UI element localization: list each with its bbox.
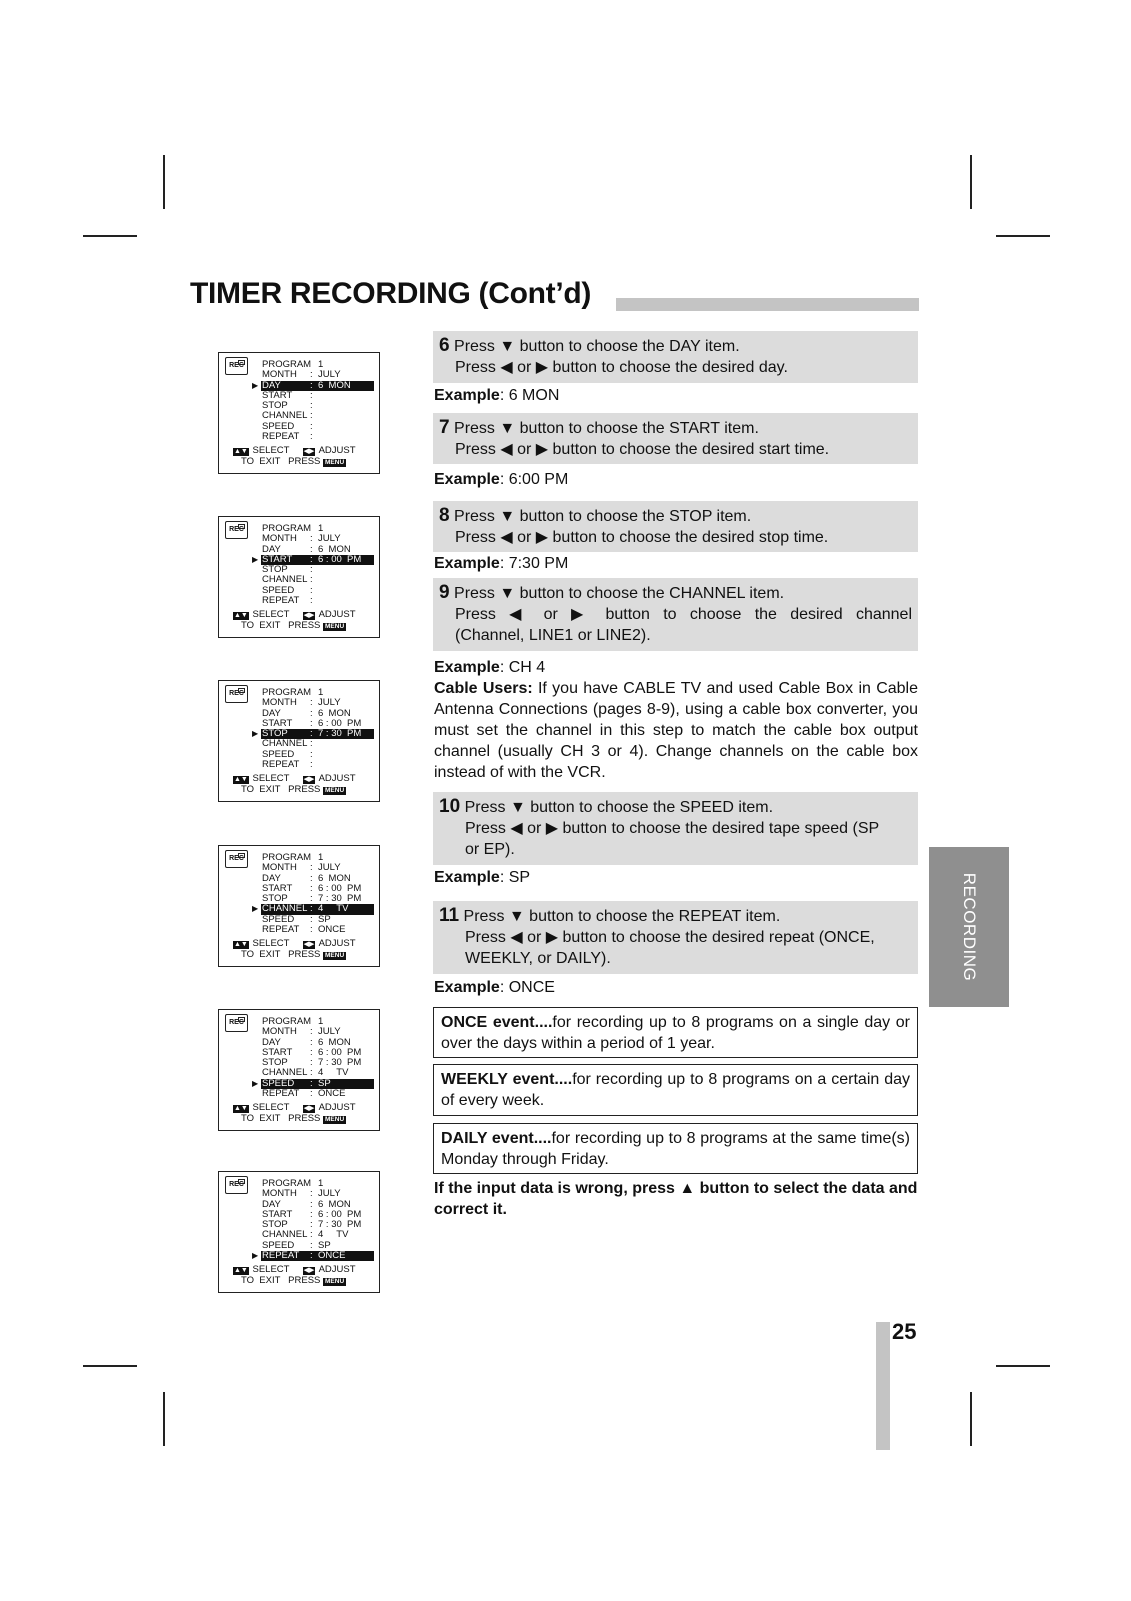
event-text: for recording up to 8 programs on a single day or over the days within a period of 1 year. — [441, 1014, 911, 1052]
select-label: SELECT — [252, 938, 290, 949]
osd-row-colon: : — [310, 1077, 313, 1089]
menu-key-icon: MENU — [325, 459, 345, 466]
osd-row-value: 1 — [318, 1178, 324, 1189]
osd-footer-exit — [241, 950, 346, 960]
event-label: DAILY event.... — [441, 1130, 552, 1147]
osd-row-colon: : — [310, 1198, 313, 1210]
adjust-label: ADJUST — [318, 445, 356, 456]
osd-rows — [252, 524, 374, 606]
osd-row-label: DAY — [262, 1198, 281, 1210]
left-right-key-icon: ◀▶ — [303, 1267, 315, 1274]
osd-row-value: 6 MON — [318, 1198, 351, 1210]
osd-row-label: START — [262, 882, 293, 894]
osd-row-colon: : — [310, 872, 313, 884]
step-line: Press ◀ or ▶ button to choose the desired channel — [455, 606, 912, 623]
osd-row-value: JULY — [318, 862, 341, 874]
event-text: for recording up to 8 programs on a certain day of every week. — [441, 1071, 910, 1109]
event-label: WEEKLY event.... — [441, 1071, 573, 1088]
osd-footer-select — [233, 446, 356, 456]
rec-icon: REC — [225, 685, 248, 703]
example-value: : SP — [499, 869, 531, 886]
osd-row-value: 7 : 30 PM — [318, 1057, 362, 1069]
osd-row-colon: : — [310, 1239, 313, 1251]
example-value: : 7:30 PM — [499, 555, 569, 572]
osd-row-colon: : — [310, 1229, 313, 1241]
event-text: for recording up to 8 programs at the same time(s) Monday through Friday. — [441, 1130, 911, 1168]
osd-screen — [218, 680, 380, 802]
osd-row-label: STOP — [262, 1057, 288, 1069]
adjust-label: ADJUST — [318, 938, 356, 949]
osd-rows — [252, 688, 374, 770]
osd-row-label: PROGRAM — [262, 1016, 312, 1027]
osd-screen — [218, 352, 380, 474]
osd-row-label: START — [262, 717, 293, 729]
osd-row-colon: : — [310, 1219, 313, 1231]
osd-screen — [218, 1171, 380, 1293]
osd-row-label: DAY — [262, 543, 281, 555]
osd-row-colon: : — [310, 913, 313, 925]
select-label: SELECT — [252, 609, 290, 620]
osd-row-value: 7 : 30 PM — [318, 1219, 362, 1231]
osd-row-colon: : — [310, 369, 313, 381]
crop-mark — [970, 1392, 972, 1446]
osd-row-value: 1 — [318, 359, 324, 370]
osd-row-value: 4 TV — [318, 1067, 349, 1079]
osd-row-value: JULY — [318, 697, 341, 709]
menu-key-icon: MENU — [325, 1116, 345, 1123]
osd-rows — [252, 1017, 374, 1099]
osd-row-value: JULY — [318, 1026, 341, 1038]
crop-mark — [970, 155, 972, 209]
step-10 — [433, 792, 918, 865]
osd-row-colon: : — [310, 379, 313, 391]
exit-label: TO EXIT PRESS — [241, 1113, 321, 1124]
osd-row — [252, 1089, 374, 1099]
step-number: 11 — [439, 905, 460, 926]
osd-row-value: 7 : 30 PM — [318, 893, 362, 905]
up-down-key-icon: ▲▼ — [234, 448, 248, 455]
osd-row-label: REPEAT — [262, 595, 300, 607]
osd-screen — [218, 845, 380, 967]
osd-row-colon: : — [310, 759, 313, 771]
example-11 — [434, 977, 555, 998]
osd-row-label: PROGRAM — [262, 687, 312, 698]
osd-footer-exit — [241, 457, 346, 467]
osd-row-colon: : — [310, 882, 313, 894]
step-11 — [433, 901, 918, 974]
example-label: Example — [434, 979, 500, 996]
osd-row-label: CHANNEL — [262, 574, 308, 586]
osd-row-colon: : — [310, 543, 313, 555]
step-line: Press ▼ button to choose the SPEED item. — [464, 799, 774, 816]
step-8 — [433, 501, 918, 552]
daily-event-box — [433, 1123, 918, 1174]
osd-row-label: STOP — [262, 400, 288, 412]
select-label: SELECT — [252, 445, 290, 456]
step-line: or EP). — [465, 841, 515, 858]
osd-row — [252, 596, 374, 606]
osd-row-colon: : — [310, 1088, 313, 1100]
step-line: Press ◀ or ▶ button to choose the desired start time. — [455, 441, 830, 458]
menu-key-icon: MENU — [325, 787, 345, 794]
osd-row-value: 6 MON — [318, 707, 351, 719]
adjust-label: ADJUST — [318, 1102, 356, 1113]
osd-row — [252, 760, 374, 770]
left-right-key-icon: ◀▶ — [303, 941, 315, 948]
step-line: (Channel, LINE1 or LINE2). — [455, 627, 651, 644]
osd-row-label: REPEAT — [262, 759, 300, 771]
osd-row-value: SP — [318, 1239, 331, 1251]
osd-row-label: REPEAT — [262, 924, 300, 936]
osd-row-label: PROGRAM — [262, 852, 312, 863]
step-line: Press ▼ button to choose the START item. — [454, 420, 759, 437]
left-right-key-icon: ◀▶ — [303, 1105, 315, 1112]
osd-row-label: SPEED — [262, 420, 295, 432]
osd-footer-exit — [241, 621, 346, 631]
step-line: Press ▼ button to choose the STOP item. — [454, 508, 752, 525]
osd-row-colon: : — [310, 903, 313, 915]
example-label: Example — [434, 659, 500, 676]
osd-row-colon: : — [310, 924, 313, 936]
osd-row-label: DAY — [262, 707, 281, 719]
osd-row-label: START — [262, 389, 293, 401]
left-right-key-icon: ◀▶ — [303, 776, 315, 783]
osd-row-label: DAY — [262, 872, 281, 884]
rec-icon: REC — [225, 1014, 248, 1032]
cable-label: Cable Users: — [434, 680, 533, 697]
osd-row-value: JULY — [318, 533, 341, 545]
osd-row-colon: : — [310, 1046, 313, 1058]
osd-row-colon: : — [310, 410, 313, 422]
osd-row-colon: : — [310, 738, 313, 750]
left-right-key-icon: ◀▶ — [303, 448, 315, 455]
example-7 — [434, 469, 568, 490]
osd-row-colon: : — [310, 1026, 313, 1038]
step-line: Press ▼ button to choose the REPEAT item. — [463, 908, 781, 925]
step-number: 7 — [439, 417, 450, 438]
osd-row — [252, 432, 374, 442]
osd-row-colon: : — [310, 1250, 313, 1262]
osd-row-value: JULY — [318, 1188, 341, 1200]
osd-row-value: JULY — [318, 369, 341, 381]
step-number: 6 — [439, 335, 450, 356]
step-number: 8 — [439, 505, 450, 526]
osd-footer-select — [233, 1103, 356, 1113]
menu-key-icon: MENU — [325, 952, 345, 959]
osd-footer-select — [233, 939, 356, 949]
osd-row-label: DAY — [262, 379, 281, 391]
crop-mark — [163, 1392, 165, 1446]
example-value: : 6:00 PM — [499, 471, 569, 488]
osd-row-value: ONCE — [318, 1088, 346, 1100]
up-down-key-icon: ▲▼ — [234, 1105, 248, 1112]
osd-row — [252, 925, 374, 935]
osd-row-label: STOP — [262, 893, 288, 905]
osd-footer-exit — [241, 785, 346, 795]
select-label: SELECT — [252, 773, 290, 784]
osd-row-value: ONCE — [318, 1250, 346, 1262]
step-line: Press ◀ or ▶ button to choose the desired stop time. — [455, 529, 829, 546]
osd-row-value: 1 — [318, 687, 324, 698]
osd-row-colon: : — [310, 584, 313, 596]
crop-mark — [996, 235, 1050, 237]
step-number: 10 — [439, 796, 461, 817]
rec-icon: REC — [225, 1176, 248, 1194]
step-line: Press ◀ or ▶ button to choose the desired tape speed (SP — [465, 820, 880, 837]
osd-row-colon: : — [310, 533, 313, 545]
adjust-label: ADJUST — [318, 1264, 356, 1275]
step-number: 9 — [439, 582, 450, 603]
osd-row-label: REPEAT — [262, 431, 300, 443]
cable-text: If you have CABLE TV and used Cable Box in Cable Antenna Connections (pages 8-9), using a cable box converter, you must set the channel in this step to match the cable box output channel (usually CH 3 or 4). Change channels on the cable box instead of with the VCR. — [434, 680, 918, 781]
osd-row-label: SPEED — [262, 1239, 295, 1251]
example-value: : CH 4 — [499, 659, 546, 676]
osd-row-value: 7 : 30 PM — [318, 728, 362, 740]
step-line: Press ▼ button to choose the DAY item. — [454, 338, 740, 355]
osd-footer-exit — [241, 1276, 346, 1286]
osd-footer-select — [233, 610, 356, 620]
osd-row-value: 6 : 00 PM — [318, 553, 362, 565]
osd-row-label: CHANNEL — [262, 903, 308, 915]
step-7 — [433, 413, 918, 464]
left-right-key-icon: ◀▶ — [303, 612, 315, 619]
example-value: : ONCE — [499, 979, 555, 996]
osd-row-value: 6 MON — [318, 379, 351, 391]
example-label: Example — [434, 471, 500, 488]
page-number: 25 — [892, 1319, 917, 1344]
menu-key-icon: MENU — [325, 623, 345, 630]
osd-row-value: 4 TV — [318, 903, 349, 915]
weekly-event-box — [433, 1064, 918, 1116]
page-title: TIMER RECORDING (Cont’d) — [190, 277, 592, 310]
osd-row-value: 6 MON — [318, 1036, 351, 1048]
osd-row-label: CHANNEL — [262, 738, 308, 750]
osd-row-label: STOP — [262, 1219, 288, 1231]
osd-row-colon: : — [310, 1036, 313, 1048]
osd-screen — [218, 1009, 380, 1131]
osd-row-label: START — [262, 553, 293, 565]
osd-row-colon: : — [310, 389, 313, 401]
example-9 — [434, 657, 545, 678]
osd-row-value: 6 MON — [318, 543, 351, 555]
step-6 — [433, 331, 918, 383]
osd-row-colon: : — [310, 400, 313, 412]
event-label: ONCE event.... — [441, 1014, 553, 1031]
osd-row-colon: : — [310, 574, 313, 586]
osd-row-value: 4 TV — [318, 1229, 349, 1241]
osd-row-label: SPEED — [262, 913, 295, 925]
step-line: Press ◀ or ▶ button to choose the desired repeat (ONCE, — [465, 929, 875, 946]
menu-key-icon: MENU — [325, 1278, 345, 1285]
osd-row-colon: : — [310, 1188, 313, 1200]
osd-footer-select — [233, 1265, 356, 1275]
osd-rows — [252, 1179, 374, 1261]
osd-rows — [252, 853, 374, 935]
osd-row-colon: : — [310, 728, 313, 740]
osd-row-colon: : — [310, 748, 313, 760]
up-down-key-icon: ▲▼ — [234, 612, 248, 619]
crop-mark — [163, 155, 165, 209]
osd-row-label: SPEED — [262, 1077, 295, 1089]
osd-row-colon: : — [310, 1067, 313, 1079]
select-label: SELECT — [252, 1264, 290, 1275]
example-8 — [434, 553, 568, 574]
osd-row-value: 6 : 00 PM — [318, 717, 362, 729]
rec-icon: REC — [225, 357, 248, 375]
up-down-key-icon: ▲▼ — [234, 776, 248, 783]
osd-row-value: 1 — [318, 1016, 324, 1027]
osd-row-label: START — [262, 1046, 293, 1058]
step-line: Press ◀ or ▶ button to choose the desired day. — [455, 359, 788, 376]
step-9 — [433, 578, 918, 651]
exit-label: TO EXIT PRESS — [241, 456, 321, 467]
osd-row-label: PROGRAM — [262, 1178, 312, 1189]
osd-row-value: 6 MON — [318, 872, 351, 884]
up-down-key-icon: ▲▼ — [234, 941, 248, 948]
osd-row-label: MONTH — [262, 1026, 297, 1038]
osd-row-label: SPEED — [262, 748, 295, 760]
osd-row-label: MONTH — [262, 697, 297, 709]
once-event-box — [433, 1007, 918, 1058]
crop-mark — [83, 235, 137, 237]
osd-row-label: MONTH — [262, 1188, 297, 1200]
osd-row-colon: : — [310, 553, 313, 565]
exit-label: TO EXIT PRESS — [241, 784, 321, 795]
step-line: WEEKLY, or DAILY). — [465, 950, 611, 967]
rec-icon: REC — [225, 521, 248, 539]
osd-row-value: 1 — [318, 523, 324, 534]
osd-row-colon: : — [310, 893, 313, 905]
osd-row-label: STOP — [262, 728, 288, 740]
osd-row-value: SP — [318, 1077, 331, 1089]
osd-row-colon: : — [310, 707, 313, 719]
section-tab-label: RECORDING — [960, 872, 979, 982]
osd-row-value: 1 — [318, 852, 324, 863]
example-label: Example — [434, 387, 500, 404]
step-line: Press ▼ button to choose the CHANNEL item. — [454, 585, 785, 602]
osd-footer-select — [233, 774, 356, 784]
osd-screen — [218, 516, 380, 638]
example-value: : 6 MON — [499, 387, 560, 404]
crop-mark — [996, 1365, 1050, 1367]
osd-row-label: REPEAT — [262, 1088, 300, 1100]
exit-label: TO EXIT PRESS — [241, 620, 321, 631]
osd-row-label: START — [262, 1208, 293, 1220]
osd-footer-exit — [241, 1114, 346, 1124]
osd-row-colon: : — [310, 564, 313, 576]
up-down-key-icon: ▲▼ — [234, 1267, 248, 1274]
select-label: SELECT — [252, 1102, 290, 1113]
rec-icon: REC — [225, 850, 248, 868]
osd-row-value: ONCE — [318, 924, 346, 936]
adjust-label: ADJUST — [318, 773, 356, 784]
example-6 — [434, 385, 559, 406]
example-10 — [434, 867, 530, 888]
osd-row-label: PROGRAM — [262, 523, 312, 534]
osd-row-label: DAY — [262, 1036, 281, 1048]
exit-label: TO EXIT PRESS — [241, 949, 321, 960]
osd-row-label: MONTH — [262, 369, 297, 381]
page-number-bar — [876, 1322, 890, 1450]
osd-row-value: 6 : 00 PM — [318, 882, 362, 894]
osd-row-label: CHANNEL — [262, 1229, 308, 1241]
correction-note: If the input data is wrong, press ▲ button to select the data and correct it. — [434, 1180, 918, 1218]
osd-row-label: MONTH — [262, 862, 297, 874]
title-rule — [616, 298, 919, 311]
osd-row-label: PROGRAM — [262, 359, 312, 370]
osd-row-colon: : — [310, 697, 313, 709]
osd-row-label: SPEED — [262, 584, 295, 596]
osd-row-label: CHANNEL — [262, 410, 308, 422]
osd-row-label: REPEAT — [262, 1250, 300, 1262]
osd-row-colon: : — [310, 1057, 313, 1069]
osd-row-colon: : — [310, 717, 313, 729]
cable-users-note — [434, 678, 918, 783]
example-label: Example — [434, 555, 500, 572]
osd-row-label: STOP — [262, 564, 288, 576]
osd-rows — [252, 360, 374, 442]
osd-row-value: SP — [318, 913, 331, 925]
osd-row-value: 6 : 00 PM — [318, 1208, 362, 1220]
osd-row-colon: : — [310, 595, 313, 607]
osd-row-label: CHANNEL — [262, 1067, 308, 1079]
example-label: Example — [434, 869, 500, 886]
osd-row — [252, 1251, 374, 1261]
section-tab — [929, 847, 1009, 1007]
exit-label: TO EXIT PRESS — [241, 1275, 321, 1286]
adjust-label: ADJUST — [318, 609, 356, 620]
osd-row-colon: : — [310, 420, 313, 432]
osd-row-colon: : — [310, 862, 313, 874]
osd-row-value: 6 : 00 PM — [318, 1046, 362, 1058]
osd-row-colon: : — [310, 431, 313, 443]
osd-row-label: MONTH — [262, 533, 297, 545]
crop-mark — [83, 1365, 137, 1367]
osd-row-colon: : — [310, 1208, 313, 1220]
